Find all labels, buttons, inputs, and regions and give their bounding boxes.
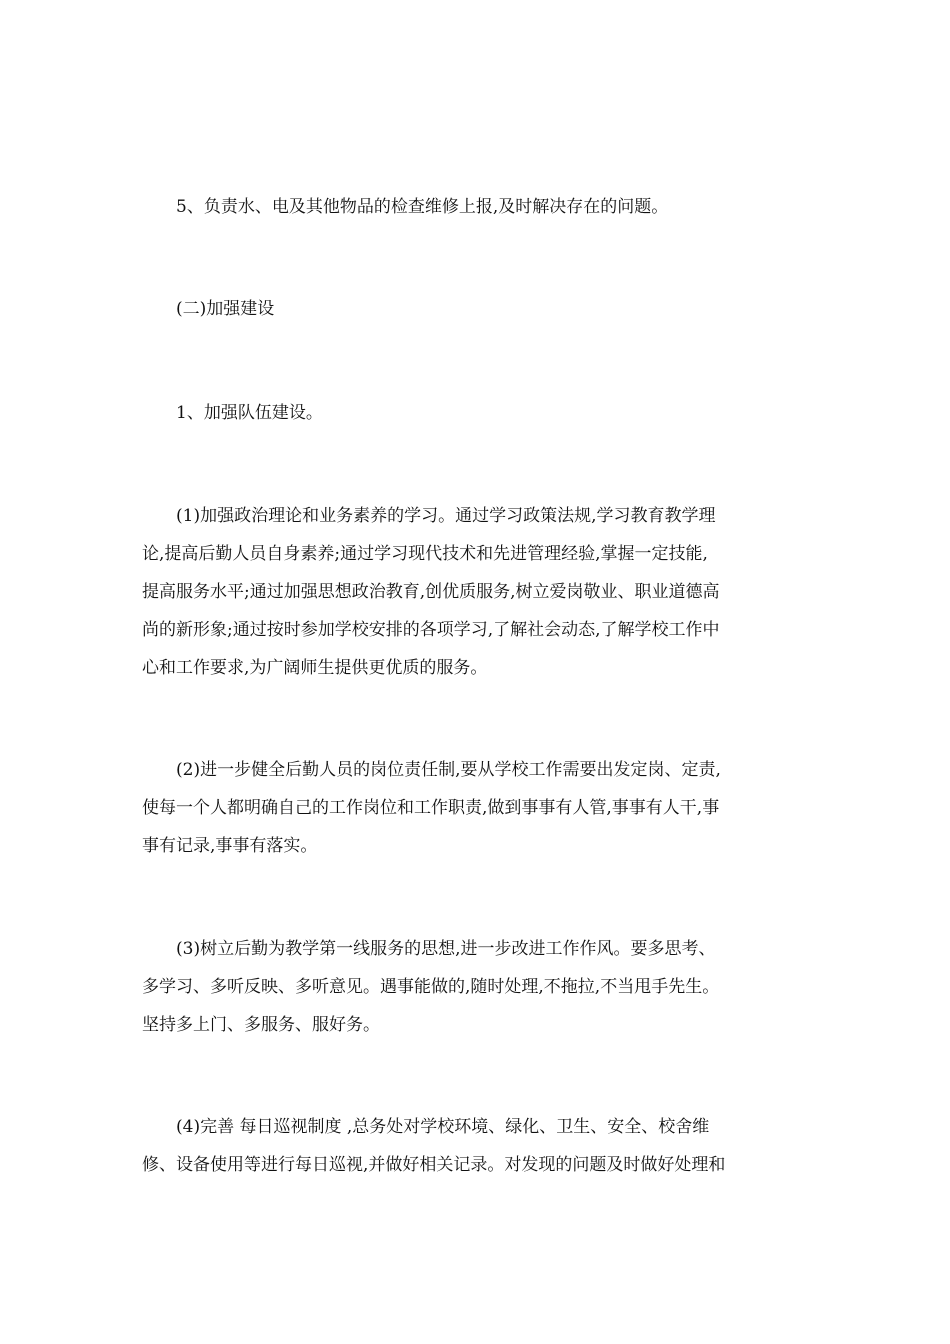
text-line: 修、设备使用等进行每日巡视,并做好相关记录。对发现的问题及时做好处理和 — [142, 1155, 726, 1175]
text-line: 1、加强队伍建设。 — [176, 403, 323, 423]
text-line: (2)进一步健全后勤人员的岗位责任制,要从学校工作需要出发定岗、定责, — [176, 760, 721, 780]
text-line: 多学习、多听反映、多听意见。遇事能做的,随时处理,不拖拉,不当甩手先生。 — [142, 977, 720, 997]
paragraph-responsibility-system — [142, 751, 812, 865]
text-line: 坚持多上门、多服务、服好务。 — [142, 1015, 380, 1035]
paragraph-daily-inspection — [142, 1108, 812, 1184]
section-heading-strengthen-construction — [142, 290, 812, 328]
text-line: 5、负责水、电及其他物品的检查维修上报,及时解决存在的问题。 — [176, 197, 669, 217]
subheading-team-building — [142, 394, 812, 432]
text-line: 使每一个人都明确自己的工作岗位和工作职责,做到事事有人管,事事有人干,事 — [142, 798, 720, 818]
text-line: (3)树立后勤为教学第一线服务的思想,进一步改进工作作风。要多思考、 — [176, 939, 716, 959]
text-line: 心和工作要求,为广阔师生提供更优质的服务。 — [142, 658, 488, 678]
text-line: 提高服务水平;通过加强思想政治教育,创优质服务,树立爱岗敬业、职业道德高 — [142, 582, 720, 602]
paragraph-item-5-maintenance — [142, 188, 812, 226]
text-line: (4)完善 每日巡视制度 ,总务处对学校环境、绿化、卫生、安全、校舍维 — [176, 1117, 710, 1137]
paragraph-political-study — [142, 497, 812, 687]
text-line: 论,提高后勤人员自身素养;通过学习现代技术和先进管理经验,掌握一定技能, — [142, 544, 708, 564]
text-line: 尚的新形象;通过按时参加学校安排的各项学习,了解社会动态,了解学校工作中 — [142, 620, 720, 640]
text-line: (1)加强政治理论和业务素养的学习。通过学习政策法规,学习教育教学理 — [176, 506, 716, 526]
text-line: 事有记录,事事有落实。 — [142, 836, 318, 856]
text-line: (二)加强建设 — [176, 299, 275, 319]
paragraph-service-attitude — [142, 930, 812, 1044]
